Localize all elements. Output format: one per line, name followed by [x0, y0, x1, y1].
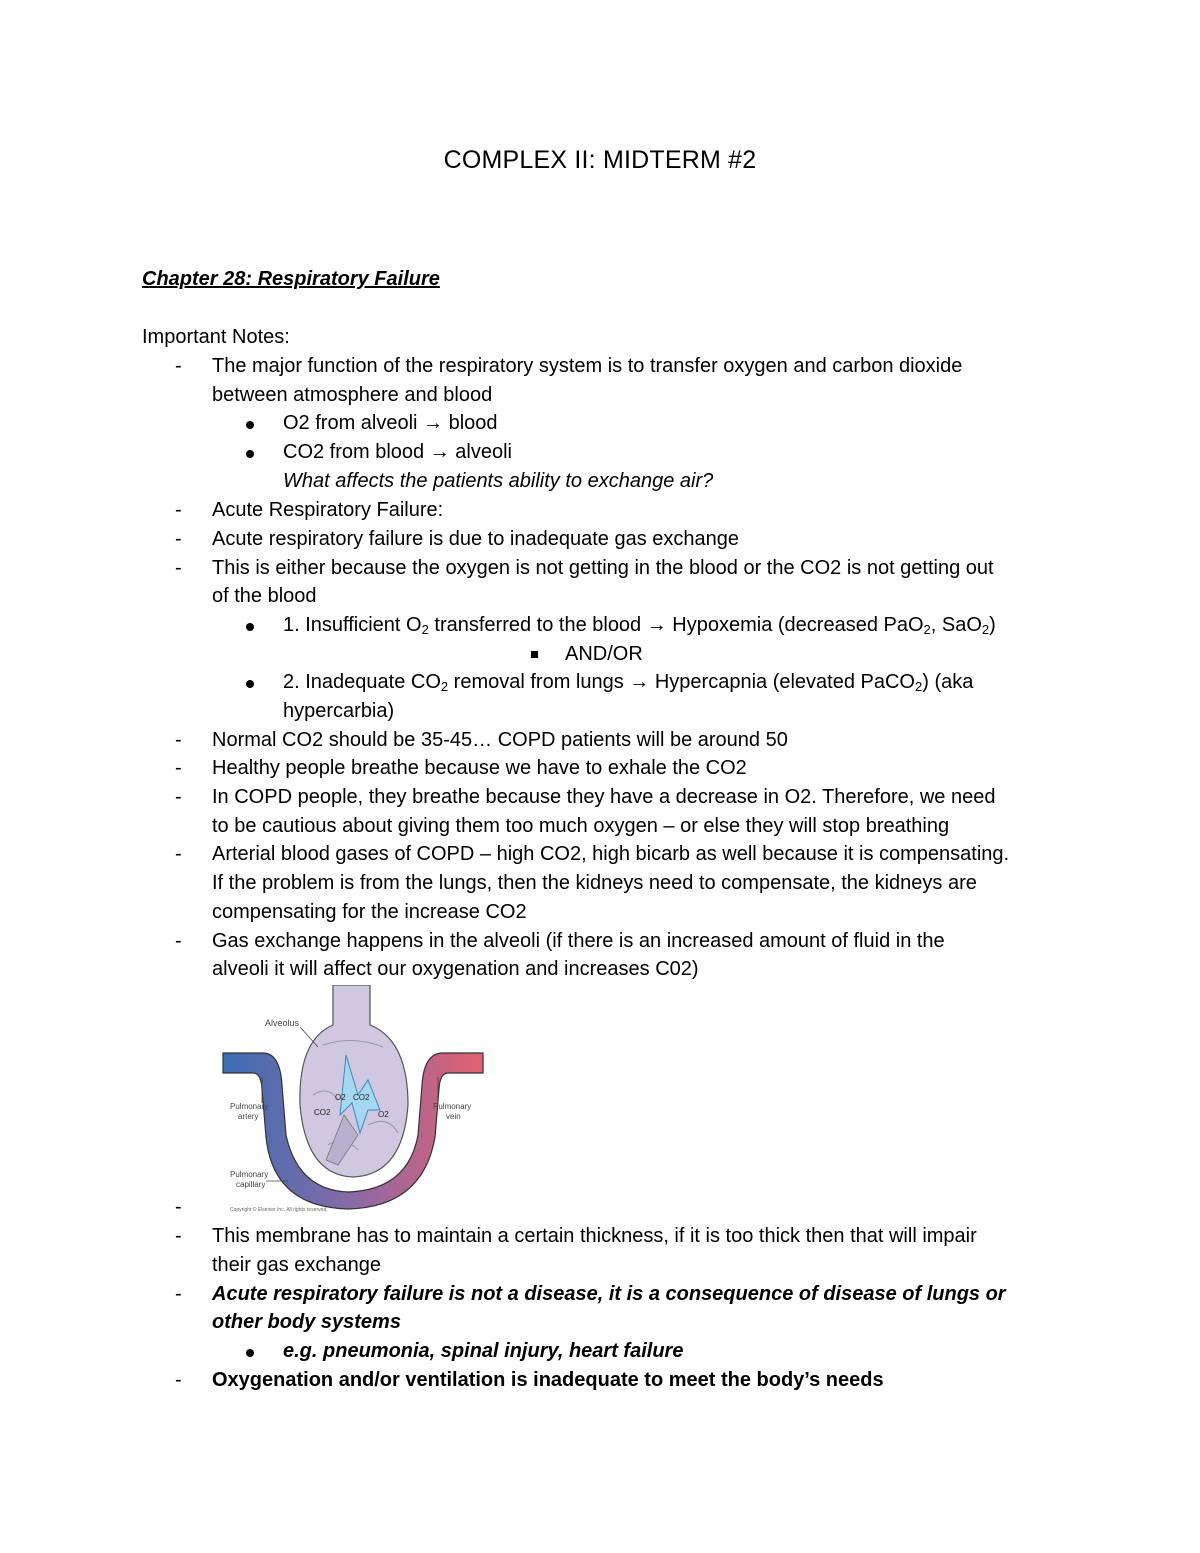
dash-marker: -	[175, 355, 182, 377]
label-pulmonary-vein: Pulmonary	[433, 1102, 472, 1111]
label-o2: O2	[335, 1093, 346, 1102]
note-line: In COPD people, they breathe because they have a decrease in O2. Therefore, we need	[212, 786, 996, 808]
note-line: compensating for the increase CO2	[212, 901, 527, 923]
bullet-text: 2. Inadequate $CO_2$ removal from lungs → Hypercapnia (elevated PaCO$_2$) (aka	[283, 671, 974, 694]
dash-marker: -	[175, 1225, 182, 1247]
note-line: Healthy people breathe because we have to exhale the CO2	[212, 757, 747, 779]
label-pulmonary-capillary: Pulmonary	[230, 1170, 269, 1179]
note-line: The major function of the respiratory system is to transfer oxygen and carbon dioxide	[212, 355, 963, 377]
notes-label: Important Notes:	[142, 326, 290, 348]
bullet-text: hypercarbia)	[283, 700, 395, 722]
dash-marker: -	[175, 499, 182, 521]
label-pulmonary-artery-2: artery	[238, 1112, 259, 1121]
page-title: COMPLEX II: MIDTERM #2	[443, 146, 757, 174]
note-line: of the blood	[212, 585, 317, 607]
note-line: to be cautious about giving them too much oxygen – or else they will stop breathing	[212, 815, 950, 837]
label-alveolus: Alveolus	[265, 1018, 300, 1028]
label-o2-b: O2	[378, 1110, 389, 1119]
label-pulmonary-vein-2: vein	[446, 1112, 461, 1121]
note-line: Gas exchange happens in the alveoli (if there is an increased amount of fluid in the	[212, 930, 945, 952]
note-line: Arterial blood gases of COPD – high CO2, high bicarb as well because it is compensating.	[212, 843, 1010, 865]
bullet-dot	[246, 680, 254, 688]
note-line: Oxygenation and/or ventilation is inadequate to meet the body’s needs	[212, 1369, 884, 1391]
bullet-dot	[246, 421, 254, 429]
bullet-text: AND/OR	[565, 643, 643, 665]
note-line: This membrane has to maintain a certain thickness, if it is too thick then that will impair	[212, 1225, 977, 1247]
note-line: Acute respiratory failure is due to inadequate gas exchange	[212, 528, 740, 550]
alveolus-diagram	[218, 985, 488, 1215]
question-text: What affects the patients ability to exchange air?	[283, 470, 714, 492]
leader-line	[300, 1027, 318, 1047]
bullet-text: CO2 from blood → alveoli	[283, 441, 512, 463]
copyright-credit: Copyright © Elsevier Inc. All rights reserved.	[230, 1207, 328, 1213]
bullet-dot	[246, 1349, 254, 1357]
note-line: other body systems	[212, 1311, 401, 1333]
note-line: between atmosphere and blood	[212, 384, 493, 406]
chapter-heading: Chapter 28: Respiratory Failure	[142, 268, 440, 290]
dash-marker: -	[175, 1283, 182, 1305]
label-pulmonary-capillary-2: capillary	[236, 1180, 266, 1189]
note-line: If the problem is from the lungs, then the kidneys need to compensate, the kidneys are	[212, 872, 977, 894]
dash-marker: -	[175, 843, 182, 865]
dash-marker: -	[175, 557, 182, 579]
dash-marker: -	[175, 1196, 182, 1218]
bullet-text: 1. Insufficient $O_2$ transferred to the blood → Hypoxemia (decreased PaO$_2$, SaO$_2$)	[283, 614, 996, 637]
bullet-dot	[246, 623, 254, 631]
dash-marker: -	[175, 528, 182, 550]
label-pulmonary-artery: Pulmonary	[230, 1102, 269, 1111]
dash-marker: -	[175, 757, 182, 779]
bullet-text: O2 from alveoli → blood	[283, 412, 498, 434]
bullet-dot	[246, 450, 254, 458]
note-line: Acute respiratory failure is not a disease, it is a consequence of disease of lungs or	[212, 1283, 1006, 1305]
note-line: their gas exchange	[212, 1254, 382, 1276]
label-co2: CO2	[353, 1093, 370, 1102]
label-co2-b: CO2	[314, 1108, 331, 1117]
dash-marker: -	[175, 786, 182, 808]
note-line: Acute Respiratory Failure:	[212, 499, 444, 521]
dash-marker: -	[175, 729, 182, 751]
bullet-text: e.g. pneumonia, spinal injury, heart failure	[283, 1340, 684, 1362]
note-line: alveoli it will affect our oxygenation and increases C02)	[212, 958, 699, 980]
note-line: Normal CO2 should be 35-45… COPD patients will be around 50	[212, 729, 788, 751]
note-line: This is either because the oxygen is not getting in the blood or the CO2 is not getting out	[212, 557, 994, 579]
dash-marker: -	[175, 930, 182, 952]
square-bullet	[531, 651, 538, 658]
dash-marker: -	[175, 1369, 182, 1391]
